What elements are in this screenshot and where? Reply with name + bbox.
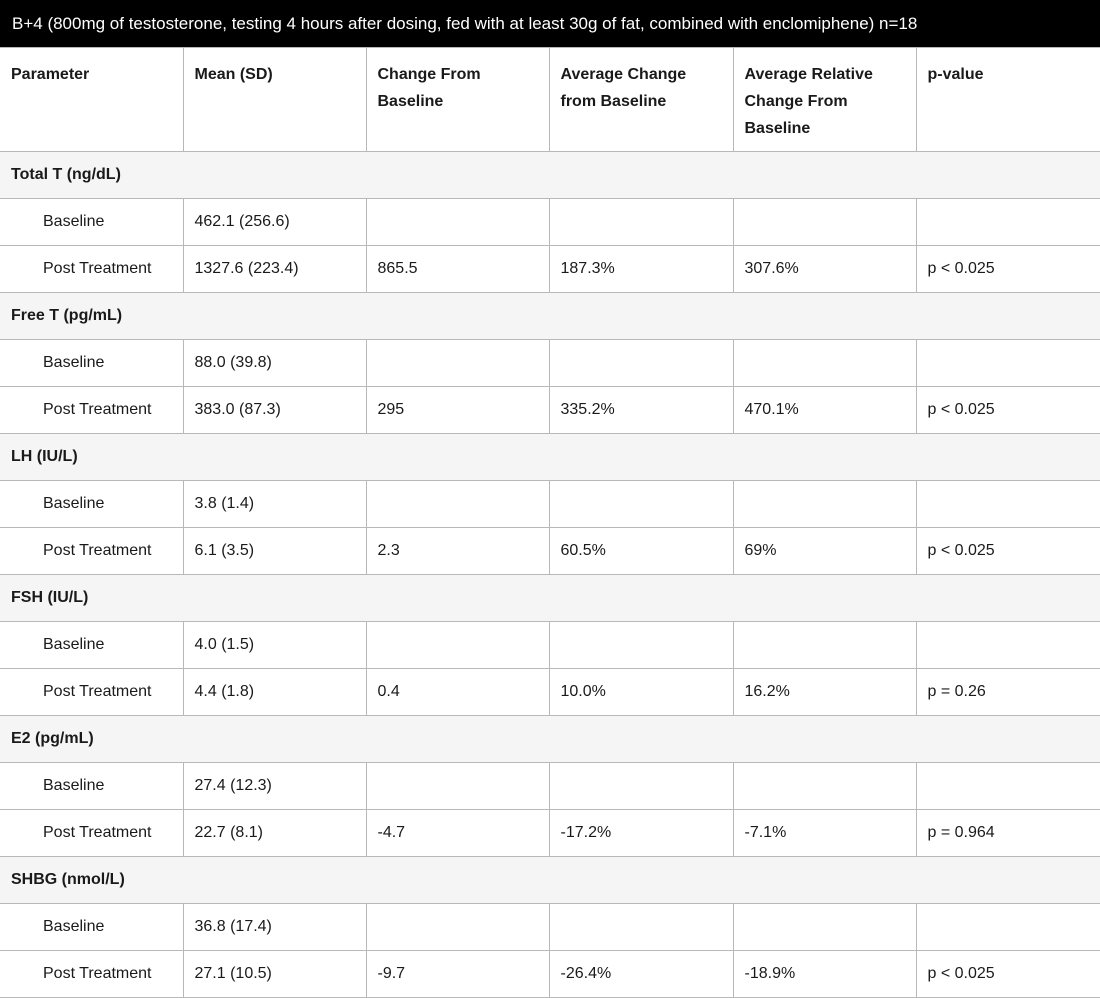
cell-average-relative-change: -18.9% <box>733 951 916 998</box>
table-row <box>0 622 1100 669</box>
cell-change-from-baseline: 865.5 <box>366 246 549 293</box>
cell-average-relative-change: 16.2% <box>733 669 916 716</box>
cell-change-from-baseline <box>366 199 549 246</box>
cell-p-value <box>916 199 1100 246</box>
cell-p-value <box>916 481 1100 528</box>
row-label: Post Treatment <box>0 951 183 998</box>
cell-p-value: p < 0.025 <box>916 246 1100 293</box>
header-row <box>0 48 1100 152</box>
table-body <box>0 152 1100 998</box>
cell-mean-sd: 4.4 (1.8) <box>183 669 366 716</box>
cell-change-from-baseline <box>366 763 549 810</box>
cell-p-value: p < 0.025 <box>916 951 1100 998</box>
table-row <box>0 763 1100 810</box>
cell-change-from-baseline: 295 <box>366 387 549 434</box>
cell-average-relative-change: 307.6% <box>733 246 916 293</box>
header-parameter: Parameter <box>0 48 183 152</box>
group-row <box>0 857 1100 904</box>
row-label: Baseline <box>0 340 183 387</box>
cell-average-change <box>549 340 733 387</box>
table-row <box>0 951 1100 998</box>
header-p-value: p-value <box>916 48 1100 152</box>
cell-p-value: p < 0.025 <box>916 387 1100 434</box>
cell-mean-sd: 4.0 (1.5) <box>183 622 366 669</box>
cell-average-change <box>549 199 733 246</box>
cell-average-relative-change <box>733 763 916 810</box>
cell-change-from-baseline <box>366 481 549 528</box>
row-label: Post Treatment <box>0 246 183 293</box>
cell-p-value <box>916 763 1100 810</box>
cell-mean-sd: 6.1 (3.5) <box>183 528 366 575</box>
cell-average-change: 335.2% <box>549 387 733 434</box>
group-label: LH (IU/L) <box>0 434 1100 481</box>
cell-mean-sd: 22.7 (8.1) <box>183 810 366 857</box>
group-row <box>0 575 1100 622</box>
header-average-relative-change: Average Relative Change From Baseline <box>733 48 916 152</box>
row-label: Post Treatment <box>0 669 183 716</box>
cell-mean-sd: 36.8 (17.4) <box>183 904 366 951</box>
cell-mean-sd: 462.1 (256.6) <box>183 199 366 246</box>
cell-average-change: -17.2% <box>549 810 733 857</box>
table-row <box>0 340 1100 387</box>
row-label: Post Treatment <box>0 810 183 857</box>
row-label: Baseline <box>0 199 183 246</box>
group-label: E2 (pg/mL) <box>0 716 1100 763</box>
cell-average-change: 187.3% <box>549 246 733 293</box>
cell-average-change: 60.5% <box>549 528 733 575</box>
cell-mean-sd: 27.4 (12.3) <box>183 763 366 810</box>
cell-average-change <box>549 481 733 528</box>
cell-average-relative-change: -7.1% <box>733 810 916 857</box>
cell-average-change <box>549 763 733 810</box>
cell-p-value: p = 0.964 <box>916 810 1100 857</box>
row-label: Baseline <box>0 904 183 951</box>
cell-mean-sd: 1327.6 (223.4) <box>183 246 366 293</box>
cell-p-value: p < 0.025 <box>916 528 1100 575</box>
cell-average-relative-change <box>733 481 916 528</box>
cell-mean-sd: 27.1 (10.5) <box>183 951 366 998</box>
cell-average-change <box>549 622 733 669</box>
group-row <box>0 152 1100 199</box>
results-table <box>0 47 1100 998</box>
cell-average-relative-change <box>733 904 916 951</box>
cell-p-value <box>916 622 1100 669</box>
group-row <box>0 434 1100 481</box>
cell-change-from-baseline <box>366 340 549 387</box>
table-row <box>0 246 1100 293</box>
cell-change-from-baseline: -9.7 <box>366 951 549 998</box>
cell-average-change <box>549 904 733 951</box>
table-title: B+4 (800mg of testosterone, testing 4 hours after dosing, fed with at least 30g of fat, combined with enclomiphene) n=18 <box>0 0 1100 47</box>
table-row <box>0 669 1100 716</box>
header-mean-sd: Mean (SD) <box>183 48 366 152</box>
cell-p-value: p = 0.26 <box>916 669 1100 716</box>
table-row <box>0 387 1100 434</box>
cell-change-from-baseline <box>366 622 549 669</box>
cell-average-relative-change <box>733 622 916 669</box>
cell-average-relative-change: 470.1% <box>733 387 916 434</box>
cell-mean-sd: 88.0 (39.8) <box>183 340 366 387</box>
cell-average-relative-change: 69% <box>733 528 916 575</box>
table-row <box>0 810 1100 857</box>
row-label: Post Treatment <box>0 528 183 575</box>
group-label: SHBG (nmol/L) <box>0 857 1100 904</box>
cell-p-value <box>916 904 1100 951</box>
cell-average-change: 10.0% <box>549 669 733 716</box>
group-row <box>0 293 1100 340</box>
cell-average-relative-change <box>733 199 916 246</box>
cell-p-value <box>916 340 1100 387</box>
cell-change-from-baseline <box>366 904 549 951</box>
header-average-change: Average Change from Baseline <box>549 48 733 152</box>
cell-mean-sd: 3.8 (1.4) <box>183 481 366 528</box>
cell-change-from-baseline: -4.7 <box>366 810 549 857</box>
row-label: Baseline <box>0 481 183 528</box>
group-label: Free T (pg/mL) <box>0 293 1100 340</box>
row-label: Baseline <box>0 763 183 810</box>
table-row <box>0 904 1100 951</box>
cell-average-relative-change <box>733 340 916 387</box>
header-change-from-baseline: Change From Baseline <box>366 48 549 152</box>
cell-change-from-baseline: 0.4 <box>366 669 549 716</box>
group-label: Total T (ng/dL) <box>0 152 1100 199</box>
row-label: Baseline <box>0 622 183 669</box>
table-row <box>0 199 1100 246</box>
cell-average-change: -26.4% <box>549 951 733 998</box>
table-row <box>0 528 1100 575</box>
cell-mean-sd: 383.0 (87.3) <box>183 387 366 434</box>
cell-change-from-baseline: 2.3 <box>366 528 549 575</box>
group-label: FSH (IU/L) <box>0 575 1100 622</box>
group-row <box>0 716 1100 763</box>
row-label: Post Treatment <box>0 387 183 434</box>
table-row <box>0 481 1100 528</box>
